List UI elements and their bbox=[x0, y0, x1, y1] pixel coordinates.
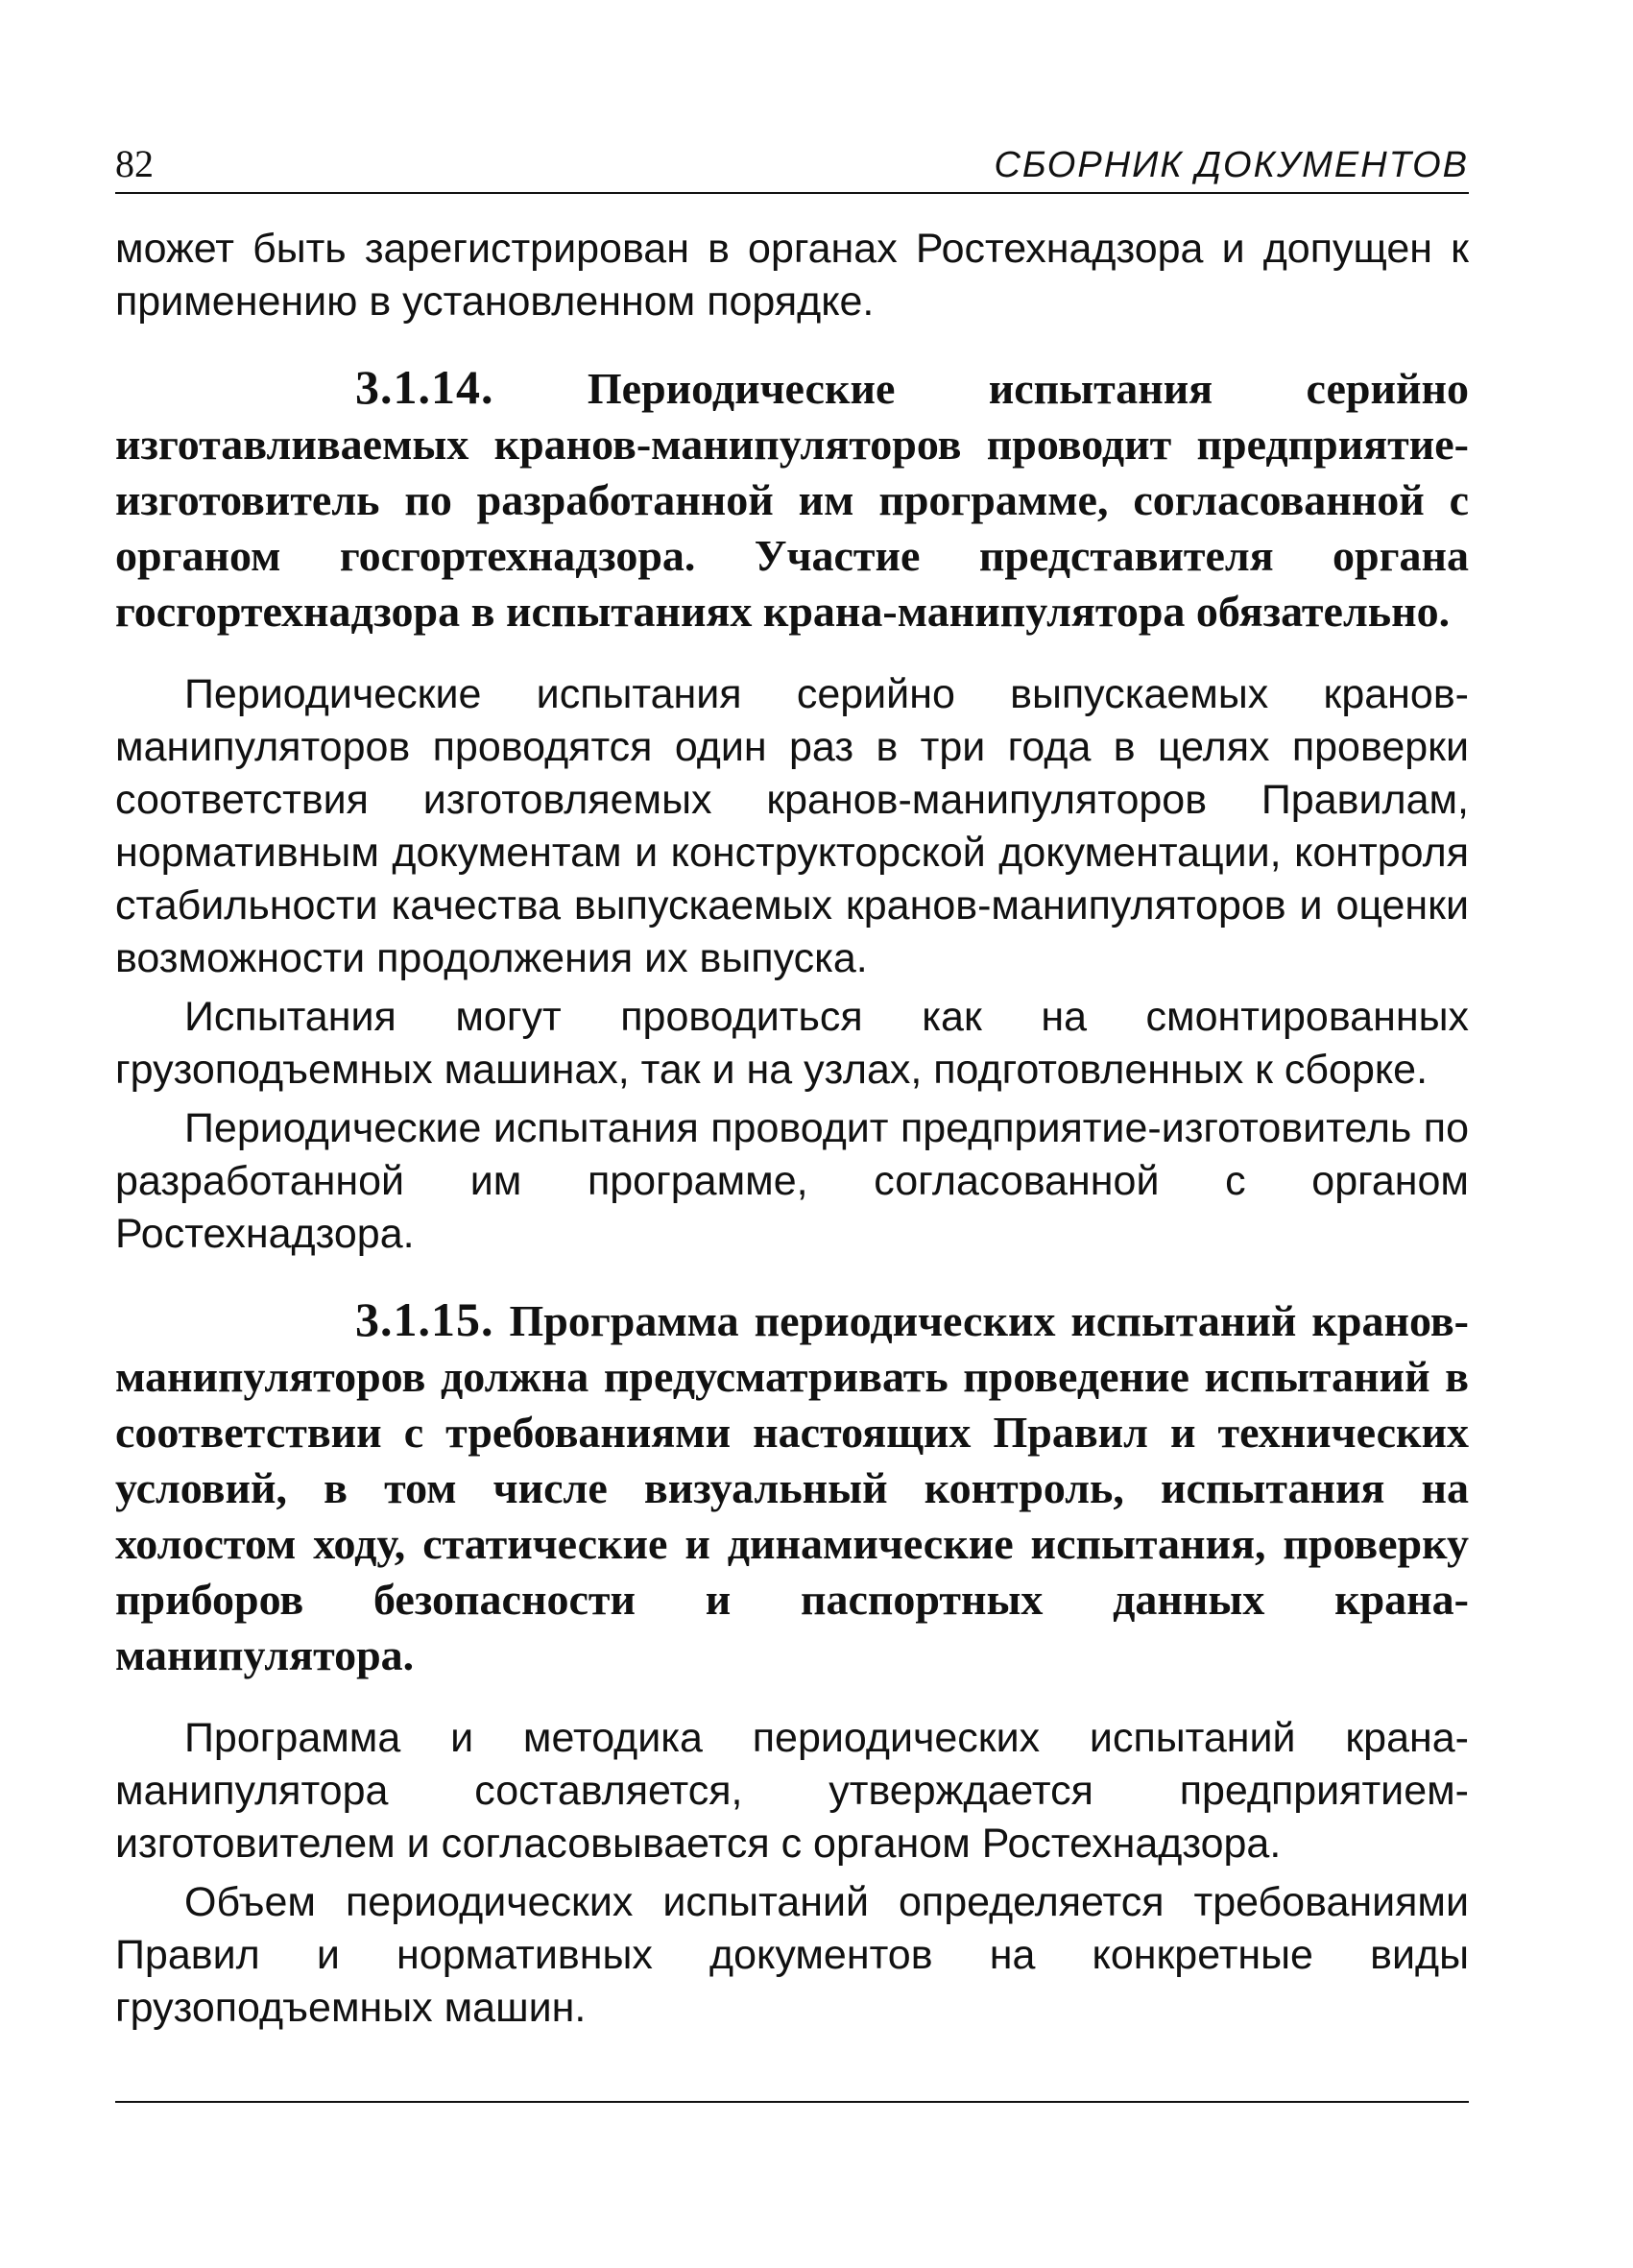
paragraph: Периодические испытания проводит предприятие-изготовитель по разработанной им программе, согласованной с органом Ростехнадзора. bbox=[115, 1105, 1469, 1257]
clause-text: Программа периодических испытаний кранов-манипуляторов должна предусматривать проведение испытаний в соответствии с требованиями настоящих Правил и технических условий, в том числе визуальный контроль, испытания на холостом ходу, статические и динамические испытания, проверку приборов безопасности и паспортных данных крана-манипулятора. bbox=[115, 1296, 1470, 1679]
paragraph: Объем периодических испытаний определяется требованиями Правил и нормативных документов на конкретные виды грузоподъемных машин. bbox=[115, 1879, 1469, 2031]
paragraph: Программа и методика периодических испытаний крана-манипулятора составляется, утверждается предприятием-изготовителем и согласовывается с органом Ростехнадзора. bbox=[115, 1715, 1469, 1867]
paragraph: Испытания могут проводиться как на смонтированных грузоподъемных машинах, так и на узлах, подготовленных к сборке. bbox=[115, 994, 1469, 1093]
clause-3-1-14 bbox=[115, 359, 1469, 639]
running-title: СБОРНИК ДОКУМЕНТОВ bbox=[994, 145, 1469, 185]
page-header bbox=[115, 134, 1469, 194]
footer-rule bbox=[115, 2101, 1469, 2103]
paragraph-continued: может быть зарегистрирован в органах Ростехнадзора и допущен к применению в установленном порядке. bbox=[115, 226, 1469, 325]
document-page bbox=[115, 134, 1469, 2035]
clause-number: 3.1.14. bbox=[355, 360, 494, 414]
paragraph: Периодические испытания серийно выпускаемых кранов-манипуляторов проводятся один раз в три года в целях проверки соответствия изготовляемых кранов-манипуляторов Правилам, нормативным документам и конструкторской документации, контроля стабильности качества выпускаемых кранов-манипуляторов и оценки возможности продолжения их выпуска. bbox=[115, 671, 1469, 981]
clause-3-1-15 bbox=[115, 1291, 1469, 1683]
page-number: 82 bbox=[115, 142, 154, 185]
clause-number: 3.1.15. bbox=[355, 1292, 494, 1346]
clause-text: Периодические испытания серийно изготавливаемых кранов-манипуляторов проводит предприятие-изготовитель по разработанной им программе, согласованной с органом госгортехнадзора. Участие представителя органа госгортехнадзора в испытаниях крана-манипулятора обязательно. bbox=[115, 364, 1469, 636]
